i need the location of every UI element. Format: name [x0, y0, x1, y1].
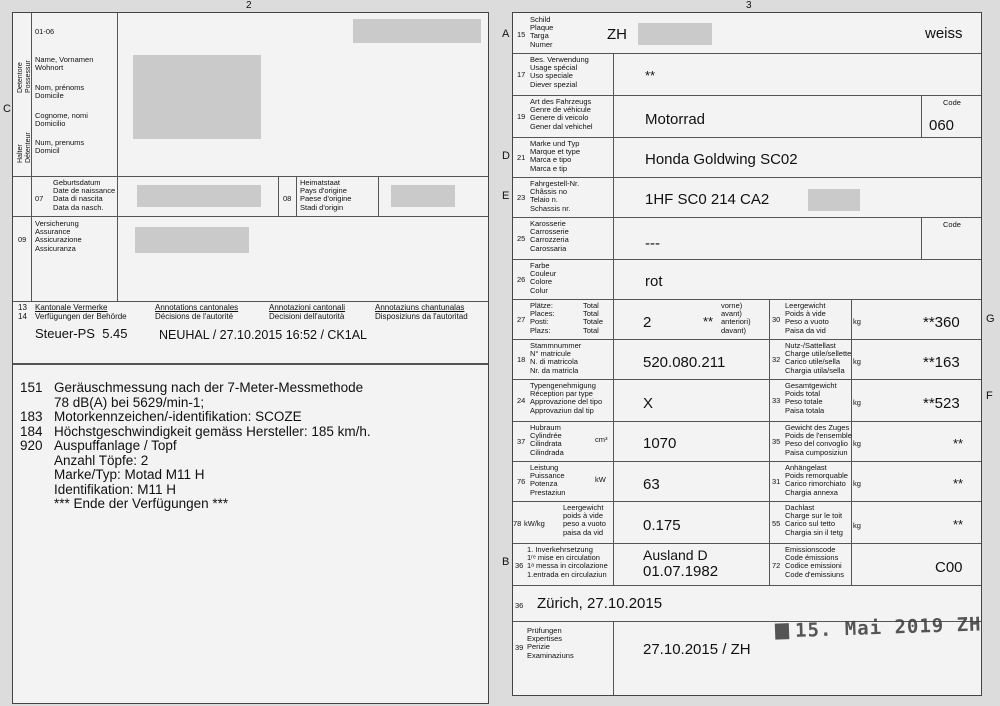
field-power-label: Leistung Puissance Potenza Prestaziun	[530, 463, 566, 497]
remark-line: 920 Auspuffanlage / Topf	[20, 438, 177, 453]
total-weight-unit: kg	[853, 398, 861, 407]
field-35-number: 35	[772, 437, 781, 446]
side-letter-b: B	[502, 556, 510, 568]
field-13-number: 13	[18, 303, 27, 312]
field-birthdate-label: Geburtsdatum Date de naissance Data di nascita Data da nasch.	[53, 178, 116, 212]
inspection-stamp: 15. Mai 2019 ZH	[775, 613, 982, 642]
field-special-use-label: Bes. Verwendung Usage spécial Uso speciale Diever spezial	[530, 55, 589, 89]
field-seats-total-label: Total Total Totale Total	[583, 301, 604, 335]
first-registration-country: Ausland D	[643, 547, 708, 563]
redacted-id	[353, 19, 481, 43]
field-24-number: 24	[517, 396, 526, 405]
displacement-unit: cm³	[595, 435, 608, 444]
field-color-label: Farbe Couleur Colore Colur	[530, 261, 557, 295]
inspection-value: 27.10.2015 / ZH	[643, 641, 751, 658]
field-36b-number: 36	[515, 601, 524, 610]
remark-line: 183 Motorkennzeichen/-identifikation: SCOZE	[20, 409, 302, 424]
redacted-birthdate	[137, 185, 261, 207]
displacement-value: 1070	[643, 435, 677, 452]
master-number-value: 520.080.211	[643, 354, 726, 371]
field-09-number: 09	[18, 235, 27, 244]
field-39-number: 39	[515, 643, 524, 652]
authority-decisions-text	[20, 381, 371, 512]
field-31-number: 31	[772, 477, 781, 486]
field-nom-label: Nom, prénoms Domicile	[35, 83, 85, 101]
seats-front-value: **	[703, 314, 714, 329]
field-23-number: 23	[517, 193, 526, 202]
annotations-fr: Annotations cantonales	[155, 303, 239, 312]
first-registration-date: 01.07.1982	[643, 563, 719, 580]
redacted-chassis-suffix	[808, 189, 860, 211]
field-72-number: 72	[772, 561, 781, 570]
make-model-value: Honda Goldwing SC02	[645, 151, 798, 168]
field-19-number: 19	[517, 112, 526, 121]
field-78-number: 78	[513, 519, 522, 528]
emission-code-value: C00	[935, 559, 963, 576]
field-empty-weight-label: Leergewicht Poids à vide Peso a vuoto Paisa da vid	[785, 301, 829, 335]
remark-line: Identifikation: M11 H	[54, 481, 177, 497]
field-32-number: 32	[772, 355, 781, 364]
decisions-rm: Disposiziuns da l'autoritad	[375, 312, 468, 321]
field-power-weight-label: Leergewicht poids à vide peso a vuoto paisa da vid	[563, 503, 606, 537]
holder-card	[12, 12, 489, 704]
seats-total-value: 2	[643, 314, 652, 331]
remark-line: *** Ende der Verfügungen ***	[54, 496, 229, 511]
side-letter-d: D	[502, 150, 510, 162]
color-value: rot	[645, 273, 663, 290]
redacted-origin	[391, 185, 455, 207]
total-weight-value: **523	[923, 395, 960, 412]
field-55-number: 55	[772, 519, 781, 528]
field-seats-label: Plätze: Places: Posti: Plazs:	[530, 301, 555, 335]
decisions-it: Decisioni dell'autorità	[269, 312, 345, 321]
field-total-weight-label: Gesamtgewicht Poids total Peso totale Paisa totala	[785, 381, 837, 415]
field-plate-label: Schild Plaque Targa Numer	[530, 15, 554, 49]
empty-weight-unit: kg	[853, 317, 861, 326]
train-weight-unit: kg	[853, 439, 861, 448]
decisions-fr: Décisions de l'autorité	[155, 312, 234, 321]
neuhal-entry: NEUHAL / 27.10.2015 16:52 / CK1AL	[159, 328, 368, 342]
remark-line: Marke/Typ: Motad M11 H	[54, 467, 205, 482]
chassis-number-value: 1HF SC0 214 CA2	[645, 191, 770, 208]
roof-load-value: **	[953, 517, 964, 532]
field-trailer-load-label: Anhängelast Poids remorquable Carico rimorchiato Chargia annexa	[785, 463, 848, 497]
field-roof-load-label: Dachlast Charge sur le toit Carico sul tetto Chargia sin il tetg	[785, 503, 843, 537]
vehicle-card	[512, 12, 982, 696]
body-value: ---	[645, 235, 660, 252]
field-01-06-number: 01-06	[35, 27, 55, 36]
remark-line: 78 dB(A) bei 5629/min-1;	[54, 394, 205, 410]
field-master-number-label: Stammnummer N° matricule N. di matricola Nr. da matricla	[530, 341, 582, 375]
special-use-value: **	[645, 68, 656, 83]
field-18-number: 18	[517, 355, 526, 364]
redacted-name-address	[133, 55, 261, 139]
side-letter-e: E	[502, 190, 510, 202]
redacted-insurance	[135, 227, 249, 253]
payload-value: **163	[923, 354, 960, 371]
annotations-rm: Annotaziuns chantunalas	[375, 303, 465, 312]
page-number-left: 2	[246, 0, 252, 11]
field-train-weight-label: Gewicht des Zuges Poids de l'ensemble Peso del convoglio Paisa cumposiziun	[785, 423, 852, 457]
field-36-number: 36	[515, 561, 524, 570]
registration-place-date: Zürich, 27.10.2015	[537, 595, 663, 612]
annotations-de: Kantonale Vermerke	[35, 303, 108, 312]
field-type-approval-label: Typengenehmigung Réception par type Approvazione del tipo Approvaziun dal tip	[530, 381, 603, 415]
field-33-number: 33	[772, 396, 781, 405]
field-body-label: Karosserie Carrosserie Carrozzeria Carossaria	[530, 219, 569, 253]
field-08-number: 08	[283, 194, 292, 203]
steuer-ps: Steuer-PS 5.45	[35, 326, 128, 341]
field-27-number: 27	[517, 315, 526, 324]
field-17-number: 17	[517, 70, 526, 79]
field-76-number: 76	[517, 477, 526, 486]
side-letter-g: G	[986, 313, 995, 325]
vehicle-type-code: 060	[929, 117, 955, 134]
field-cognome-label: Cognome, nomi Domicilio	[35, 111, 88, 129]
page-number-right: 3	[746, 0, 752, 11]
trailer-load-value: **	[953, 476, 964, 491]
field-num-label: Num, prenums Domicil	[35, 138, 85, 156]
annotations-it: Annotazioni cantonali	[269, 303, 346, 312]
power-value: 63	[643, 476, 660, 493]
field-chassis-label: Fahrgestell-Nr. Châssis no Telaio n. Schassis nr.	[530, 179, 580, 213]
field-26-number: 26	[517, 275, 526, 284]
field-first-registration-label: 1. Inverkehrsetzung 1ʳᵉ mise en circulation 1ᵃ messa in circolazione 1.entrada en circulaziun	[527, 545, 608, 579]
field-25-number: 25	[517, 234, 526, 243]
field-make-label: Marke und Typ Marque et type Marca e tipo Marca e tip	[530, 139, 581, 173]
vehicle-type-value: Motorrad	[645, 111, 706, 128]
type-approval-value: X	[643, 395, 654, 412]
holder-vertical-label-2: Detentore Possessur	[17, 60, 32, 93]
empty-weight-value: **360	[923, 314, 960, 331]
side-letter-c: C	[3, 103, 11, 115]
field-name-label: Name, Vornamen Wohnort	[35, 55, 94, 73]
field-insurance-label: Versicherung Assurance Assicurazione Assicuranza	[35, 219, 82, 253]
payload-unit: kg	[853, 357, 861, 366]
trailer-load-unit: kg	[853, 479, 861, 488]
field-origin-label: Heimatstaat Pays d'origine Paese d'origine Stadi d'origin	[300, 178, 352, 212]
side-letter-a: A	[502, 28, 510, 40]
stamp-cross-icon	[775, 623, 790, 639]
field-displacement-label: Hubraum Cylindrée Cilindrata Cilindrada	[530, 423, 564, 457]
power-weight-value: 0.175	[643, 517, 681, 534]
side-letter-f: F	[986, 390, 993, 402]
decisions-de: Verfügungen der Behörde	[35, 312, 127, 321]
vehicle-type-code-label: Code	[943, 98, 961, 107]
power-unit: kW	[595, 475, 606, 484]
field-inspections-label: Prüfungen Expertises Perizie Examinaziuns	[527, 626, 574, 660]
body-code-label: Code	[943, 220, 961, 229]
seats-front-label: vorne) avant) anteriori) davant)	[721, 301, 751, 335]
field-07-number: 07	[35, 194, 44, 203]
plate-color: weiss	[925, 25, 963, 42]
train-weight-value: **	[953, 436, 964, 451]
power-weight-unit: kW/kg	[524, 519, 545, 528]
field-payload-label: Nutz-/Sattellast Charge utile/sellette Carico utile/sella Chargia utila/sella	[785, 341, 852, 375]
field-15-number: 15	[517, 30, 526, 39]
field-14-number: 14	[18, 312, 27, 321]
roof-load-unit: kg	[853, 521, 861, 530]
holder-vertical-label: Halter Détenteur	[17, 132, 32, 163]
remark-line: 151 Geräuschmessung nach der 7-Meter-Messmethode	[20, 380, 364, 395]
field-30-number: 30	[772, 315, 781, 324]
plate-canton: ZH	[607, 26, 627, 43]
remark-line: Anzahl Töpfe: 2	[54, 452, 149, 468]
field-37-number: 37	[517, 437, 526, 446]
field-21-number: 21	[517, 153, 526, 162]
field-emission-code-label: Emissionscode Code émissions Codice emissioni Code d'emissiuns	[785, 545, 844, 579]
field-vehicle-type-label: Art des Fahrzeugs Genre de véhicule Genere di veicolo Gener dal vehichel	[530, 97, 593, 131]
remark-line: 184 Höchstgeschwindigkeit gemäss Hersteller: 185 km/h.	[20, 423, 371, 439]
redacted-plate-number	[638, 23, 712, 45]
